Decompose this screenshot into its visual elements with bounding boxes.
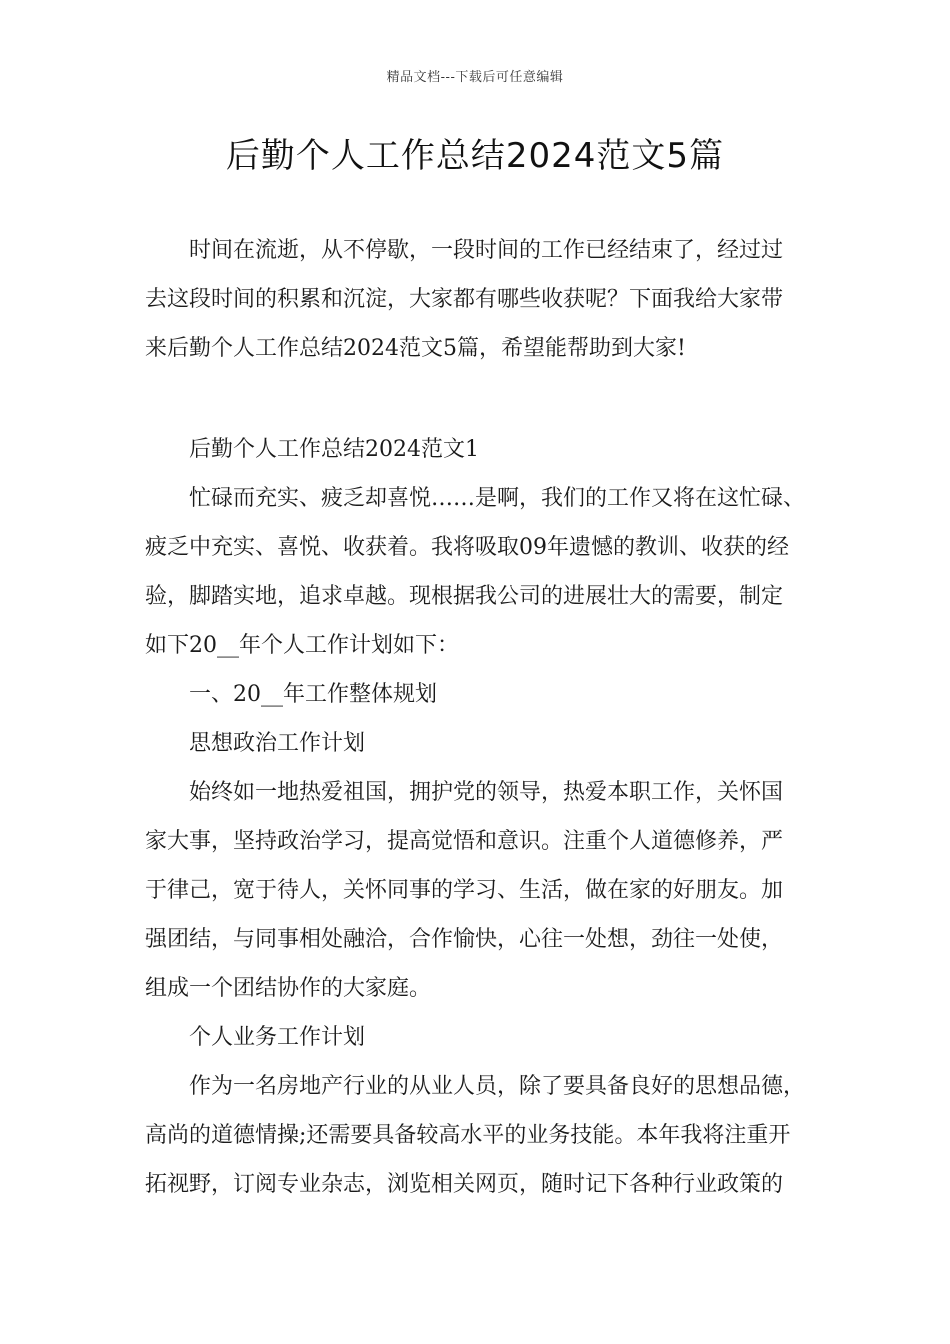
para-line: 组成一个团结协作的大家庭。 bbox=[145, 976, 432, 1001]
para-line: 高尚的道德情操;还需要具备较高水平的业务技能。本年我将注重开 bbox=[145, 1123, 791, 1148]
intro-line: 来后勤个人工作总结2024范文5篇，希望能帮助到大家! bbox=[145, 336, 686, 361]
para-line: 作为一名房地产行业的从业人员，除了要具备良好的思想品德， bbox=[189, 1074, 806, 1099]
para-line: 疲乏中充实、喜悦、收获着。我将吸取09年遗憾的教训、收获的经 bbox=[145, 535, 789, 560]
section-1 bbox=[145, 425, 835, 1209]
intro-paragraph bbox=[145, 226, 835, 373]
para-line: 强团结，与同事相处融洽，合作愉快，心往一处想，劲往一处使， bbox=[145, 927, 784, 952]
para-line: 家大事，坚持政治学习，提高觉悟和意识。注重个人道德修养，严 bbox=[145, 829, 784, 854]
header-note: 精品文档---下载后可任意编辑 bbox=[386, 70, 564, 85]
page-title: 后勤个人工作总结2024范文5篇 bbox=[225, 136, 725, 176]
section-heading: 后勤个人工作总结2024范文1 bbox=[189, 437, 479, 462]
subheading: 一、20__年工作整体规划 bbox=[189, 682, 437, 707]
para-line: 忙碌而充实、疲乏却喜悦……是啊，我们的工作又将在这忙碌、 bbox=[189, 486, 806, 511]
subheading: 思想政治工作计划 bbox=[189, 731, 366, 756]
intro-line: 去这段时间的积累和沉淀，大家都有哪些收获呢？下面我给大家带 bbox=[145, 287, 784, 312]
para-line: 于律己，宽于待人，关怀同事的学习、生活，做在家的好朋友。加 bbox=[145, 878, 784, 903]
para-line: 拓视野，订阅专业杂志，浏览相关网页，随时记下各种行业政策的 bbox=[145, 1172, 784, 1197]
para-line: 如下20__年个人工作计划如下： bbox=[145, 633, 459, 658]
para-line: 验，脚踏实地，追求卓越。现根据我公司的进展壮大的需要，制定 bbox=[145, 584, 784, 609]
para-line: 始终如一地热爱祖国，拥护党的领导，热爱本职工作，关怀国 bbox=[189, 780, 784, 805]
intro-line: 时间在流逝，从不停歇，一段时间的工作已经结束了，经过过 bbox=[189, 238, 784, 263]
subheading: 个人业务工作计划 bbox=[189, 1025, 366, 1050]
